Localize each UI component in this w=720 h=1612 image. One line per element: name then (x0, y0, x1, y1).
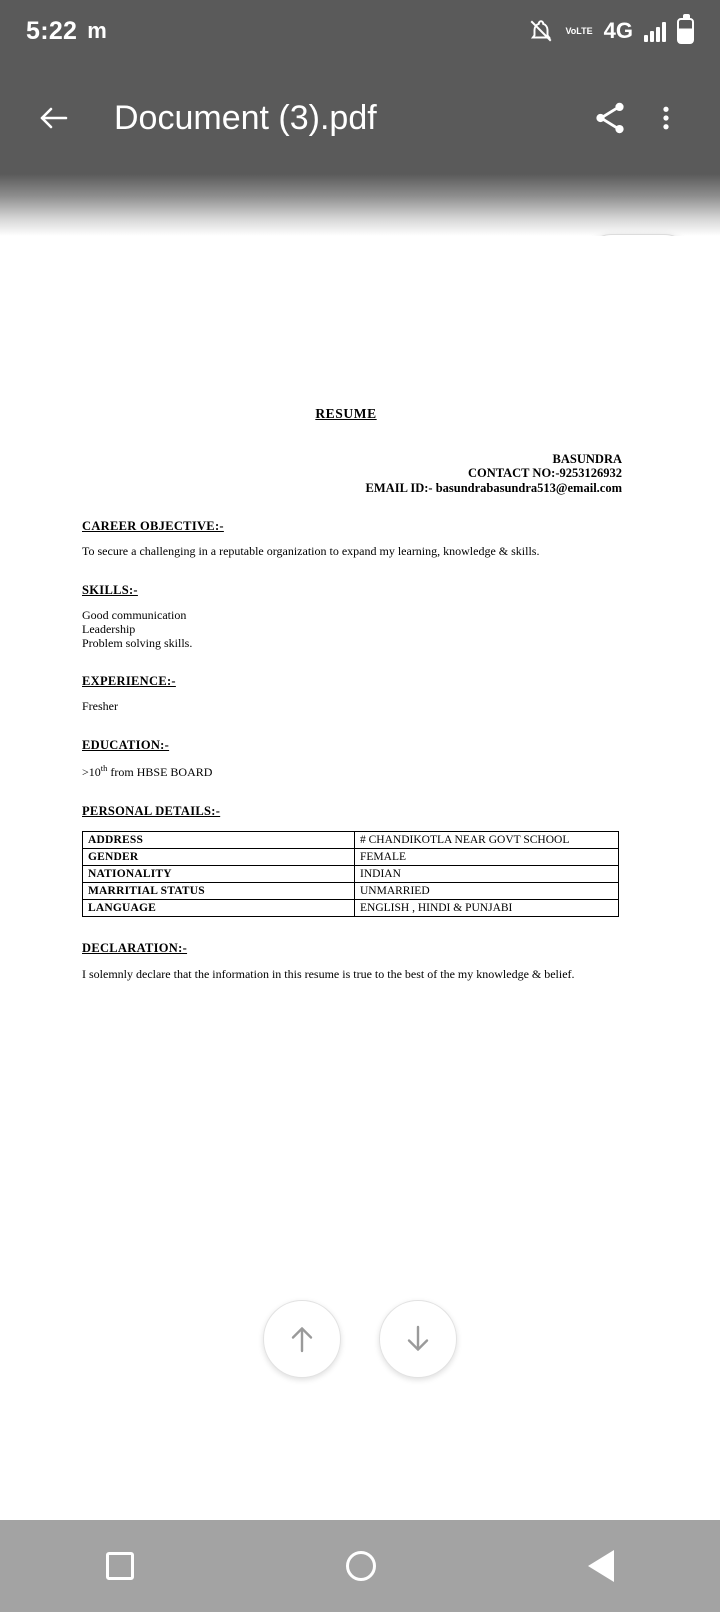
section-heading-declaration: DECLARATION:- (82, 940, 188, 955)
personal-details-table (82, 831, 619, 917)
detail-key: ADDRESS (83, 831, 355, 848)
section-heading-skills: SKILLS:- (82, 582, 138, 597)
status-bar-right (528, 18, 694, 44)
network-type-label: 4G (603, 18, 633, 43)
detail-value: FEMALE (355, 848, 619, 865)
section-body-education (82, 764, 622, 780)
arrow-up-icon (284, 1321, 320, 1357)
detail-value: UNMARRIED (355, 882, 619, 899)
detail-key: MARRITIAL STATUS (83, 882, 355, 899)
arrow-down-icon (400, 1321, 436, 1357)
status-bar (0, 0, 720, 62)
section-body-skills: Good communication Leadership Problem solving skills. (82, 607, 193, 650)
status-bar-left (26, 17, 107, 46)
scroll-down-button[interactable] (379, 1300, 457, 1378)
battery-icon (677, 18, 694, 44)
signal-icon (644, 20, 666, 42)
page-title: Document (3).pdf (114, 98, 377, 137)
scroll-up-button[interactable] (263, 1300, 341, 1378)
notifications-silenced-icon (528, 18, 554, 44)
table-row (83, 831, 619, 848)
table-row (83, 865, 619, 882)
recents-icon[interactable] (106, 1552, 134, 1580)
more-options-icon[interactable] (638, 90, 694, 146)
status-time: 5:22 (26, 16, 78, 45)
volte-icon: Vo LTE (565, 25, 593, 36)
detail-key: LANGUAGE (83, 899, 355, 916)
section-body-career-objective: To secure a challenging in a reputable organization to expand my learning, knowledge & skills. (82, 544, 540, 559)
document-title: RESUME (315, 406, 377, 421)
home-icon[interactable] (346, 1551, 376, 1581)
pdf-page[interactable] (0, 236, 720, 1468)
share-icon[interactable] (582, 90, 638, 146)
education-prefix: >10 (82, 765, 101, 780)
candidate-name: BASUNDRA (552, 452, 622, 466)
back-icon[interactable] (588, 1550, 614, 1582)
detail-value: ENGLISH , HINDI & PUNJABI (355, 899, 619, 916)
section-heading-personal-details: PERSONAL DETAILS:- (82, 803, 221, 818)
education-ordinal: th (100, 763, 108, 774)
table-row (83, 882, 619, 899)
detail-key: GENDER (83, 848, 355, 865)
table-row (83, 899, 619, 916)
section-body-declaration: I solemnly declare that the information in this resume is true to the best of the my knowledge & belief. (82, 966, 575, 981)
section-heading-experience: EXPERIENCE:- (82, 674, 176, 689)
status-time-suffix: m (87, 18, 108, 43)
education-suffix: from HBSE BOARD (107, 765, 213, 780)
detail-key: NATIONALITY (83, 865, 355, 882)
detail-value: INDIAN (355, 865, 619, 882)
app-bar-fade (0, 174, 720, 236)
candidate-email: EMAIL ID:- basundrabasundra513@email.com (365, 480, 622, 495)
section-heading-education: EDUCATION:- (82, 738, 170, 753)
table-row (83, 848, 619, 865)
system-nav-bar (0, 1520, 720, 1612)
candidate-contact: CONTACT NO:-9253126932 (467, 466, 622, 481)
detail-value: # CHANDIKOTLA NEAR GOVT SCHOOL (355, 831, 619, 848)
app-bar (0, 62, 720, 174)
document-header (82, 452, 622, 495)
section-body-experience: Fresher (82, 699, 118, 714)
section-heading-career-objective: CAREER OBJECTIVE:- (82, 519, 224, 534)
scroll-controls (0, 1300, 720, 1378)
pdf-page-content (82, 406, 622, 981)
back-arrow-icon[interactable] (26, 90, 82, 146)
